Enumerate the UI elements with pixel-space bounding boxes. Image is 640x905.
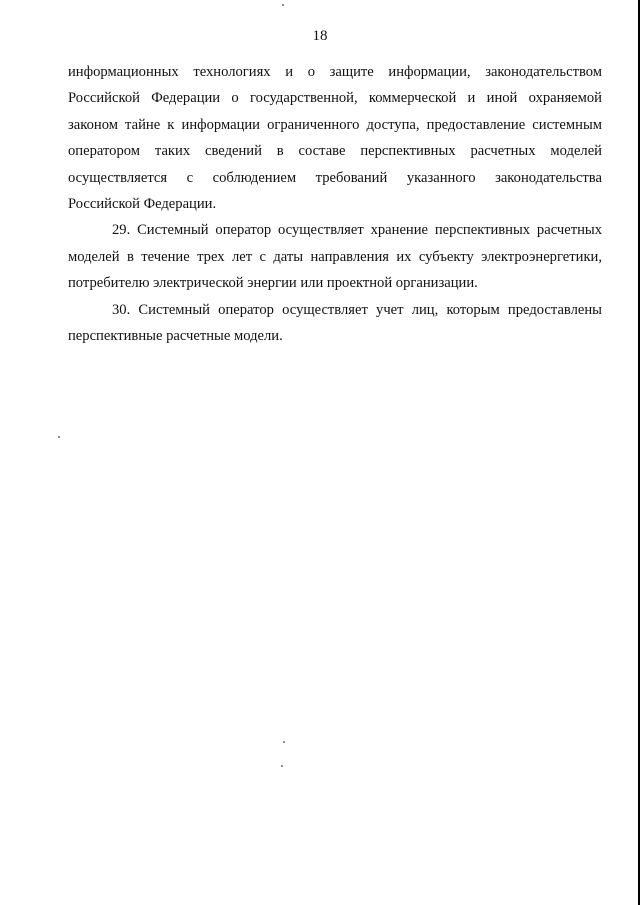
paragraph-item-29 xyxy=(68,217,602,296)
text-line: 29. Системный оператор осуществляет хранение перспективных расчетных xyxy=(112,222,602,239)
paragraph-continuation xyxy=(68,59,602,217)
text-line: осуществляется с соблюдением требований указанного законодательства xyxy=(68,169,602,186)
text-line: Российской Федерации о государственной, коммерческой и иной охраняемой xyxy=(68,90,602,107)
scan-speck xyxy=(283,741,285,743)
document-body xyxy=(68,59,602,349)
text-line: 30. Системный оператор осуществляет учет лиц, которым предоставлены xyxy=(112,301,602,318)
text-line: моделей в течение трех лет с даты направления их субъекту электроэнергетики, xyxy=(68,248,602,265)
text-line: оператором таких сведений в составе перспективных расчетных моделей xyxy=(68,143,602,160)
scan-speck xyxy=(281,765,283,767)
scan-speck xyxy=(58,436,60,438)
page-number: 18 xyxy=(312,28,328,44)
text-line: Российской Федерации. xyxy=(68,196,217,213)
text-line: перспективные расчетные модели. xyxy=(68,328,283,345)
text-line: законом тайне к информации ограниченного доступа, предоставление системным xyxy=(68,116,602,133)
text-line: потребителю электрической энергии или проектной организации. xyxy=(68,275,478,292)
paragraph-item-30 xyxy=(68,297,602,350)
scan-speck xyxy=(282,4,284,6)
text-line: информационных технологиях и о защите информации, законодательством xyxy=(68,64,602,80)
